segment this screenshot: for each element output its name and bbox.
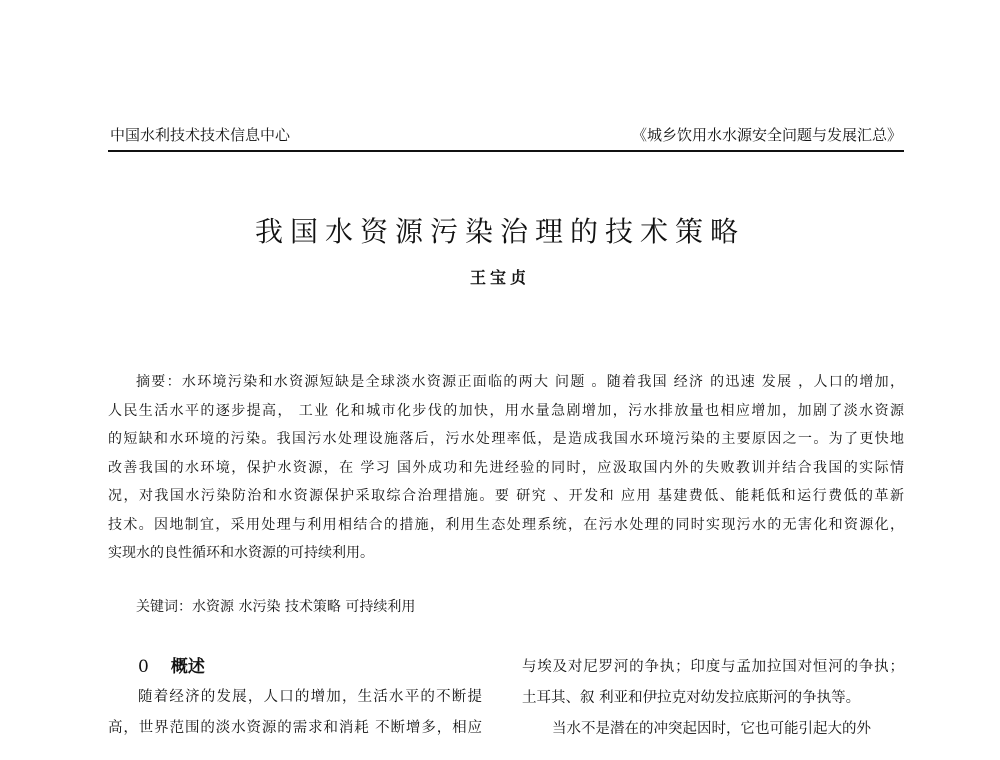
abstract-line: 的短缺和水环境的污染。我国污水处理设施落后，污水处理率低，是造成我国水环境污染的主要原因之一。为了更快地: [108, 431, 904, 447]
paragraph-line: 随着经济的发展，人口的增加，生活水平的不断提: [138, 689, 482, 705]
paragraph-line: 当水不是潜在的冲突起因时，它也可能引起大的外: [552, 721, 871, 737]
section-title: 概述: [170, 657, 205, 677]
abstract-line: 实现水的良性循环和水资源的可持续利用。: [108, 545, 374, 561]
paragraph-line: 高，世界范围的淡水资源的需求和消耗 不断增多，相应: [108, 720, 482, 736]
article-title: 我国水资源污染治理的技术策略: [254, 215, 745, 248]
body-column-right: [522, 652, 904, 745]
abstract-line: 改善我国的水环境，保护水资源，在 学习 国外成功和先进经验的同时，应汲取国内外的失败教训并结合我国的实际情: [108, 459, 904, 476]
running-header: [108, 122, 904, 152]
paragraph-line: 与埃及对尼罗河的争执；印度与孟加拉国对恒河的争执；: [522, 659, 904, 675]
abstract-line: 摘要：水环境污染和水资源短缺是全球淡水资源正面临的两大 问题 。随着我国 经济 的迅速 发展 ，人口的增加，: [136, 374, 904, 390]
body-column-left: [108, 652, 482, 744]
keywords: 关键词：水资源 水污染 技术策略 可持续利用: [136, 599, 416, 615]
abstract: [108, 368, 904, 568]
abstract-line: 技术。因地制宜，采用处理与利用相结合的措施，利用生态处理系统，在污水处理的同时实现污水的无害化和资源化，: [108, 516, 904, 533]
section-heading: [108, 652, 482, 682]
paragraph-line: 土耳其、叙 利亚和伊拉克对幼发拉底斯河的争执等。: [522, 690, 861, 706]
header-collection: 《城乡饮用水水源安全问题与发展汇总》: [631, 126, 902, 144]
abstract-line: 况，对我国水污染防治和水资源保护采取综合治理措施。要 研究 、开发和 应用 基建费低、能耗低和运行费低的革新: [108, 488, 904, 504]
header-source: 中国水利技术技术信息中心: [110, 126, 291, 144]
article-author: 王宝贞: [469, 268, 530, 287]
abstract-line: 人民生活水平的逐步提高， 工业 化和城市化步伐的加快，用水量急剧增加，污水排放量也相应增加，加剧了淡水资源: [108, 402, 904, 419]
section-number: 0: [138, 657, 149, 677]
